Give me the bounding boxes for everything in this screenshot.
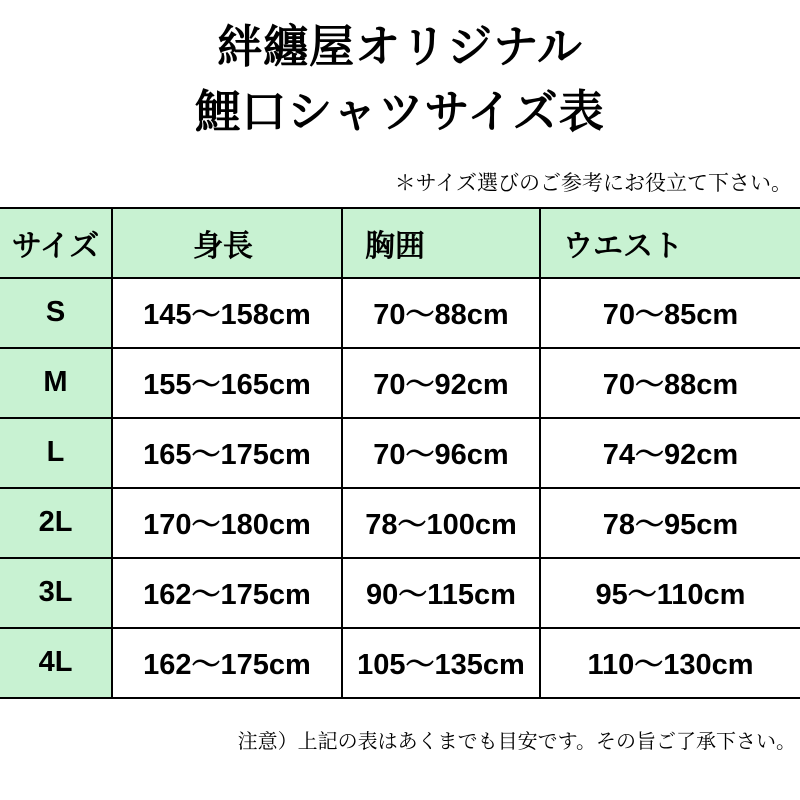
note-bottom: 注意）上記の表はあくまでも目安です。その旨ご了承下さい。 (237, 730, 796, 753)
column-header-size: サイズ (0, 208, 112, 278)
table-header-row (0, 208, 800, 278)
cell-chest: 78〜100cm (342, 488, 540, 558)
page-title-line-2: 鯉口シャツサイズ表 (195, 86, 605, 138)
table-row (0, 418, 800, 488)
page-title-line-1: 絆纏屋オリジナル (217, 21, 583, 72)
note-top: ＊サイズ選びのご参考にお役立て下さい。 (394, 170, 792, 195)
cell-height: 162〜175cm (112, 628, 342, 698)
table-row (0, 628, 800, 698)
cell-height: 162〜175cm (112, 558, 342, 628)
size-table (0, 207, 800, 699)
cell-size: 4L (0, 628, 112, 698)
table-row (0, 278, 800, 348)
cell-waist: 70〜88cm (540, 348, 800, 418)
page-title (0, 0, 800, 145)
table-row (0, 488, 800, 558)
cell-chest: 105〜135cm (342, 628, 540, 698)
cell-chest: 90〜115cm (342, 558, 540, 628)
table-row (0, 558, 800, 628)
cell-height: 145〜158cm (112, 278, 342, 348)
cell-height: 165〜175cm (112, 418, 342, 488)
cell-chest: 70〜92cm (342, 348, 540, 418)
cell-size: 2L (0, 488, 112, 558)
cell-size: L (0, 418, 112, 488)
cell-chest: 70〜96cm (342, 418, 540, 488)
column-header-height: 身長 (112, 208, 342, 278)
column-header-chest: 胸囲 (342, 208, 540, 278)
cell-chest: 70〜88cm (342, 278, 540, 348)
cell-height: 155〜165cm (112, 348, 342, 418)
cell-height: 170〜180cm (112, 488, 342, 558)
cell-waist: 110〜130cm (540, 628, 800, 698)
cell-size: M (0, 348, 112, 418)
cell-waist: 95〜110cm (540, 558, 800, 628)
cell-waist: 74〜92cm (540, 418, 800, 488)
column-header-waist: ウエスト (540, 208, 800, 278)
cell-waist: 78〜95cm (540, 488, 800, 558)
table-row (0, 348, 800, 418)
cell-size: S (0, 278, 112, 348)
cell-size: 3L (0, 558, 112, 628)
cell-waist: 70〜85cm (540, 278, 800, 348)
